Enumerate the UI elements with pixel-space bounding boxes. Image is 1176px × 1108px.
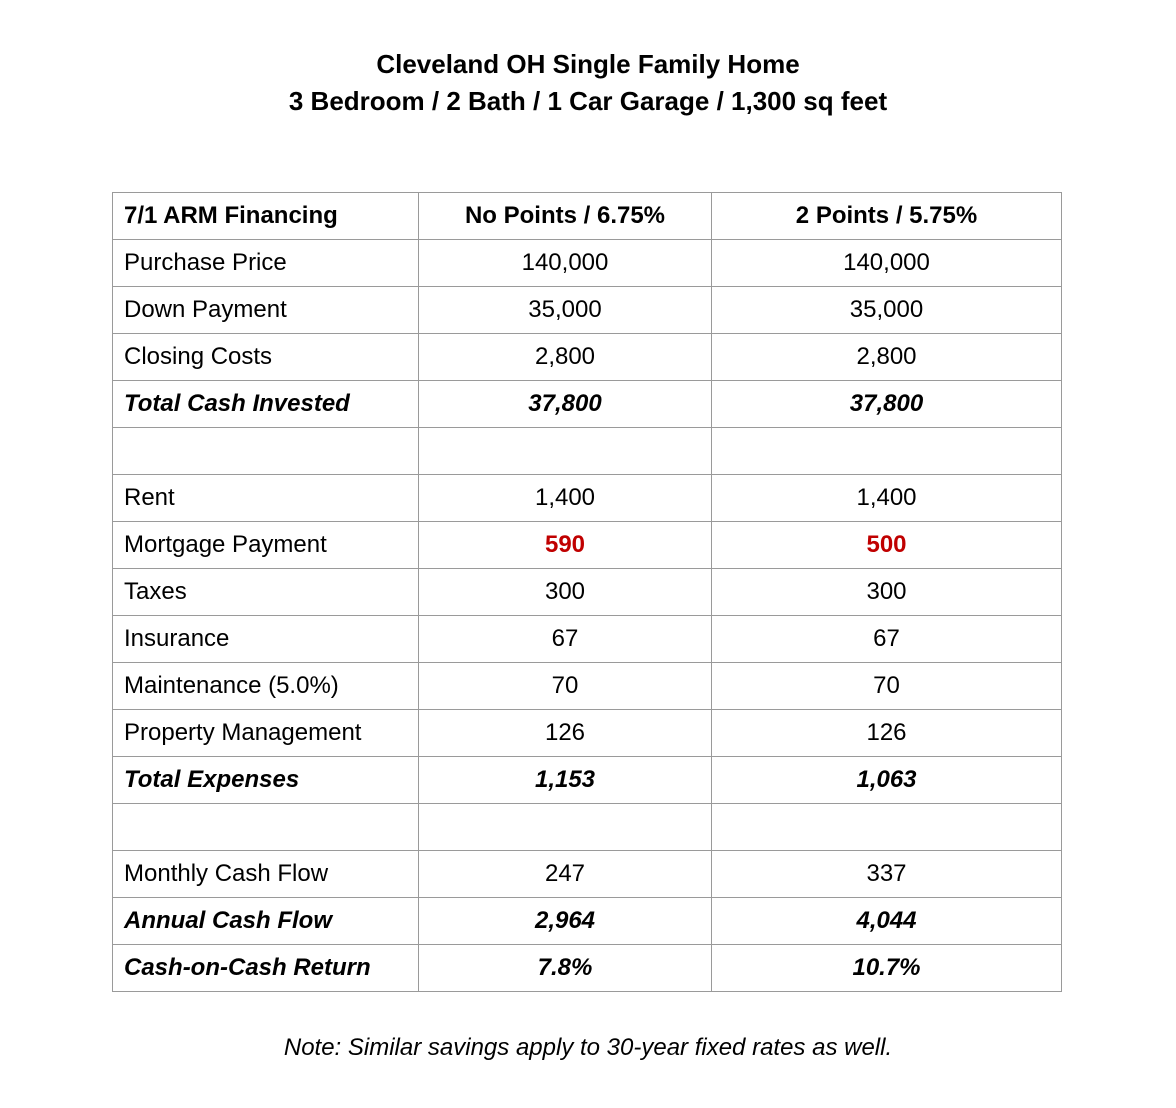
row-label: Total Cash Invested [113,381,419,428]
two-points-value: 500 [712,522,1062,569]
row-total-expenses [113,757,1062,804]
no-points-value [419,804,712,851]
no-points-value: 37,800 [419,381,712,428]
two-points-value: 67 [712,616,1062,663]
two-points-value: 70 [712,663,1062,710]
two-points-value: 337 [712,851,1062,898]
two-points-value: 35,000 [712,287,1062,334]
no-points-value: 126 [419,710,712,757]
footnote: Note: Similar savings apply to 30-year fixed rates as well. [283,1034,893,1061]
no-points-value: 2,800 [419,334,712,381]
row-label: Cash-on-Cash Return [113,945,419,992]
no-points-value [419,428,712,475]
row-label: Closing Costs [113,334,419,381]
no-points-value: 140,000 [419,240,712,287]
row-label: Purchase Price [113,240,419,287]
header-no-points: No Points / 6.75% [419,193,712,240]
row-rent [113,475,1062,522]
no-points-value: 1,153 [419,757,712,804]
two-points-value: 1,063 [712,757,1062,804]
two-points-value: 1,400 [712,475,1062,522]
no-points-value: 1,400 [419,475,712,522]
no-points-value: 35,000 [419,287,712,334]
two-points-value: 10.7% [712,945,1062,992]
row-label: Rent [113,475,419,522]
header-two-points: 2 Points / 5.75% [712,193,1062,240]
no-points-value: 67 [419,616,712,663]
two-points-value: 37,800 [712,381,1062,428]
two-points-value: 300 [712,569,1062,616]
row-spacer [113,428,1062,475]
two-points-value [712,428,1062,475]
row-down-payment [113,287,1062,334]
no-points-value: 247 [419,851,712,898]
no-points-value: 2,964 [419,898,712,945]
two-points-value: 140,000 [712,240,1062,287]
two-points-value: 2,800 [712,334,1062,381]
row-label: Taxes [113,569,419,616]
row-total-cash-invested [113,381,1062,428]
row-label [113,804,419,851]
row-label: Maintenance (5.0%) [113,663,419,710]
page-title [0,46,1176,120]
two-points-value: 126 [712,710,1062,757]
row-mortgage-payment [113,522,1062,569]
row-cash-on-cash-return [113,945,1062,992]
row-label: Total Expenses [113,757,419,804]
table-header-row [113,193,1062,240]
title-line-2: 3 Bedroom / 2 Bath / 1 Car Garage / 1,300 sq feet [288,86,888,116]
row-purchase-price [113,240,1062,287]
row-label: Insurance [113,616,419,663]
row-taxes [113,569,1062,616]
two-points-value [712,804,1062,851]
two-points-value: 4,044 [712,898,1062,945]
no-points-value: 300 [419,569,712,616]
row-label: Monthly Cash Flow [113,851,419,898]
no-points-value: 590 [419,522,712,569]
row-label: Property Management [113,710,419,757]
row-annual-cash-flow [113,898,1062,945]
row-label: Annual Cash Flow [113,898,419,945]
row-label [113,428,419,475]
row-property-management [113,710,1062,757]
no-points-value: 7.8% [419,945,712,992]
row-spacer [113,804,1062,851]
title-line-1: Cleveland OH Single Family Home [376,49,800,79]
row-monthly-cash-flow [113,851,1062,898]
row-closing-costs [113,334,1062,381]
no-points-value: 70 [419,663,712,710]
row-label: Down Payment [113,287,419,334]
financing-table [112,192,1062,992]
row-insurance [113,616,1062,663]
row-label: Mortgage Payment [113,522,419,569]
row-maintenance [113,663,1062,710]
header-label: 7/1 ARM Financing [113,193,419,240]
